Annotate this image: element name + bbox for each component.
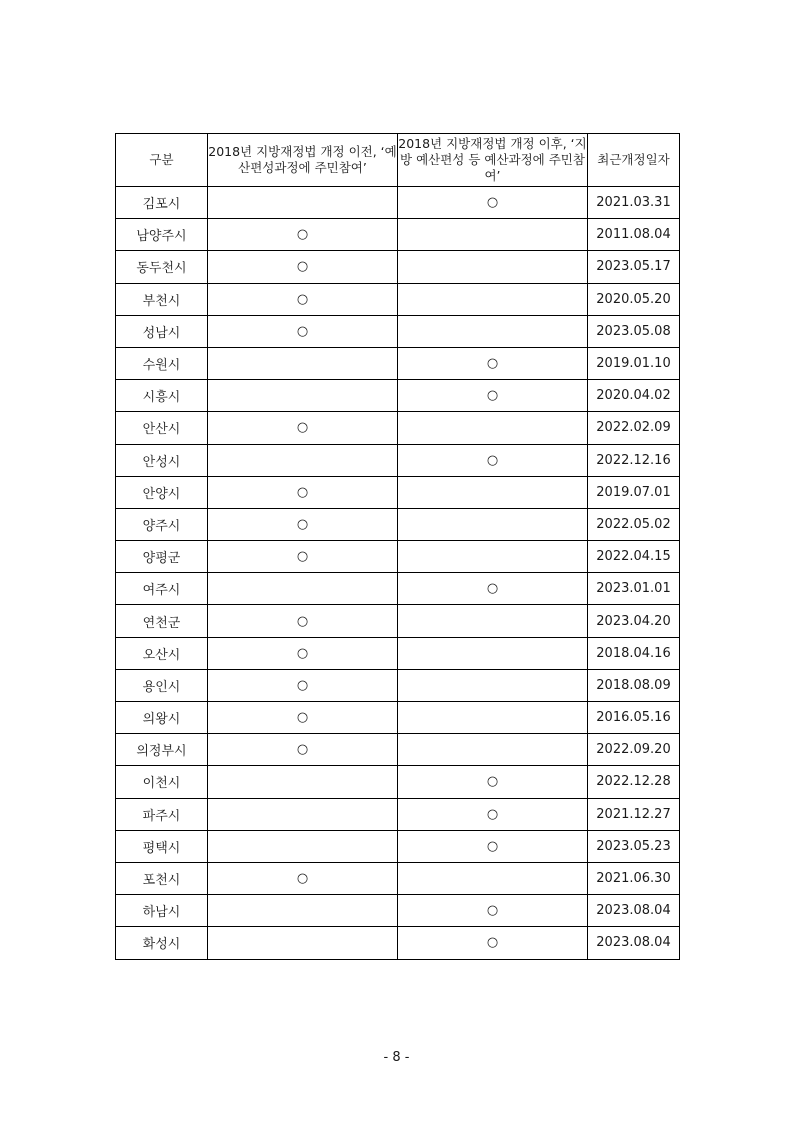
- table-body: [116, 187, 680, 960]
- before-2018-cell: ○: [208, 637, 398, 669]
- table-row: [116, 605, 680, 637]
- before-2018-cell: ○: [208, 508, 398, 540]
- before-2018-cell: [208, 347, 398, 379]
- revision-date-cell: 2023.01.01: [588, 573, 680, 605]
- table-row: [116, 637, 680, 669]
- before-2018-cell: [208, 187, 398, 219]
- region-name-cell: 시흥시: [116, 380, 208, 412]
- revision-date-cell: 2021.12.27: [588, 798, 680, 830]
- revision-date-cell: 2023.04.20: [588, 605, 680, 637]
- before-2018-cell: ○: [208, 702, 398, 734]
- table-row: [116, 830, 680, 862]
- before-2018-cell: ○: [208, 251, 398, 283]
- after-2018-cell: [398, 605, 588, 637]
- before-2018-cell: [208, 766, 398, 798]
- before-2018-cell: ○: [208, 669, 398, 701]
- revision-date-cell: 2022.12.16: [588, 444, 680, 476]
- before-2018-cell: [208, 573, 398, 605]
- before-2018-cell: [208, 380, 398, 412]
- table-row: [116, 412, 680, 444]
- before-2018-cell: [208, 444, 398, 476]
- revision-date-cell: 2023.08.04: [588, 927, 680, 959]
- region-name-cell: 성남시: [116, 315, 208, 347]
- header-recent-revision-date: 최근개정일자: [588, 134, 680, 187]
- table-row: [116, 573, 680, 605]
- revision-date-cell: 2016.05.16: [588, 702, 680, 734]
- table-row: [116, 219, 680, 251]
- after-2018-cell: ○: [398, 798, 588, 830]
- revision-date-cell: 2022.04.15: [588, 541, 680, 573]
- region-name-cell: 부천시: [116, 283, 208, 315]
- before-2018-cell: ○: [208, 315, 398, 347]
- after-2018-cell: [398, 508, 588, 540]
- revision-date-cell: 2018.04.16: [588, 637, 680, 669]
- table-row: [116, 862, 680, 894]
- region-name-cell: 김포시: [116, 187, 208, 219]
- region-name-cell: 평택시: [116, 830, 208, 862]
- region-name-cell: 안성시: [116, 444, 208, 476]
- table-row: [116, 283, 680, 315]
- after-2018-cell: ○: [398, 347, 588, 379]
- before-2018-cell: [208, 798, 398, 830]
- region-name-cell: 동두천시: [116, 251, 208, 283]
- region-name-cell: 하남시: [116, 895, 208, 927]
- revision-date-cell: 2023.05.23: [588, 830, 680, 862]
- table-header-row: [116, 134, 680, 187]
- region-name-cell: 여주시: [116, 573, 208, 605]
- ordinance-table: [115, 133, 680, 960]
- after-2018-cell: ○: [398, 380, 588, 412]
- revision-date-cell: 2018.08.09: [588, 669, 680, 701]
- before-2018-cell: ○: [208, 412, 398, 444]
- before-2018-cell: ○: [208, 541, 398, 573]
- region-name-cell: 파주시: [116, 798, 208, 830]
- before-2018-cell: ○: [208, 476, 398, 508]
- region-name-cell: 오산시: [116, 637, 208, 669]
- table-row: [116, 895, 680, 927]
- before-2018-cell: ○: [208, 219, 398, 251]
- before-2018-cell: ○: [208, 734, 398, 766]
- table-row: [116, 476, 680, 508]
- after-2018-cell: [398, 541, 588, 573]
- after-2018-cell: [398, 862, 588, 894]
- before-2018-cell: [208, 927, 398, 959]
- revision-date-cell: 2022.02.09: [588, 412, 680, 444]
- after-2018-cell: [398, 476, 588, 508]
- header-before-2018: 2018년 지방재정법 개정 이전, ‘예산편성과정에 주민참여’: [208, 134, 398, 187]
- before-2018-cell: [208, 830, 398, 862]
- after-2018-cell: ○: [398, 444, 588, 476]
- revision-date-cell: 2022.05.02: [588, 508, 680, 540]
- table-row: [116, 347, 680, 379]
- before-2018-cell: ○: [208, 605, 398, 637]
- region-name-cell: 수원시: [116, 347, 208, 379]
- after-2018-cell: [398, 219, 588, 251]
- page-number: - 8 -: [383, 1050, 410, 1065]
- region-name-cell: 안양시: [116, 476, 208, 508]
- after-2018-cell: ○: [398, 187, 588, 219]
- after-2018-cell: [398, 734, 588, 766]
- table-row: [116, 444, 680, 476]
- after-2018-cell: [398, 702, 588, 734]
- region-name-cell: 연천군: [116, 605, 208, 637]
- revision-date-cell: 2021.06.30: [588, 862, 680, 894]
- table-row: [116, 541, 680, 573]
- region-name-cell: 양평군: [116, 541, 208, 573]
- after-2018-cell: ○: [398, 927, 588, 959]
- table-row: [116, 734, 680, 766]
- table-row: [116, 766, 680, 798]
- after-2018-cell: ○: [398, 830, 588, 862]
- table-row: [116, 251, 680, 283]
- revision-date-cell: 2023.05.17: [588, 251, 680, 283]
- region-name-cell: 안산시: [116, 412, 208, 444]
- region-name-cell: 양주시: [116, 508, 208, 540]
- after-2018-cell: [398, 315, 588, 347]
- region-name-cell: 의정부시: [116, 734, 208, 766]
- table-row: [116, 798, 680, 830]
- after-2018-cell: [398, 412, 588, 444]
- region-name-cell: 포천시: [116, 862, 208, 894]
- region-name-cell: 화성시: [116, 927, 208, 959]
- header-after-2018: 2018년 지방재정법 개정 이후, ‘지방 예산편성 등 예산과정에 주민참여’: [398, 134, 588, 187]
- table-row: [116, 187, 680, 219]
- before-2018-cell: ○: [208, 862, 398, 894]
- after-2018-cell: [398, 283, 588, 315]
- after-2018-cell: [398, 669, 588, 701]
- table-row: [116, 927, 680, 959]
- revision-date-cell: 2023.05.08: [588, 315, 680, 347]
- after-2018-cell: [398, 251, 588, 283]
- table-row: [116, 315, 680, 347]
- revision-date-cell: 2021.03.31: [588, 187, 680, 219]
- revision-date-cell: 2020.04.02: [588, 380, 680, 412]
- region-name-cell: 의왕시: [116, 702, 208, 734]
- revision-date-cell: 2019.01.10: [588, 347, 680, 379]
- table-row: [116, 702, 680, 734]
- region-name-cell: 용인시: [116, 669, 208, 701]
- after-2018-cell: ○: [398, 573, 588, 605]
- revision-date-cell: 2022.12.28: [588, 766, 680, 798]
- before-2018-cell: [208, 895, 398, 927]
- after-2018-cell: ○: [398, 895, 588, 927]
- revision-date-cell: 2023.08.04: [588, 895, 680, 927]
- region-name-cell: 남양주시: [116, 219, 208, 251]
- table-row: [116, 508, 680, 540]
- table-row: [116, 669, 680, 701]
- after-2018-cell: ○: [398, 766, 588, 798]
- header-category: 구분: [116, 134, 208, 187]
- revision-date-cell: 2020.05.20: [588, 283, 680, 315]
- region-name-cell: 이천시: [116, 766, 208, 798]
- after-2018-cell: [398, 637, 588, 669]
- revision-date-cell: 2022.09.20: [588, 734, 680, 766]
- revision-date-cell: 2011.08.04: [588, 219, 680, 251]
- table-row: [116, 380, 680, 412]
- revision-date-cell: 2019.07.01: [588, 476, 680, 508]
- before-2018-cell: ○: [208, 283, 398, 315]
